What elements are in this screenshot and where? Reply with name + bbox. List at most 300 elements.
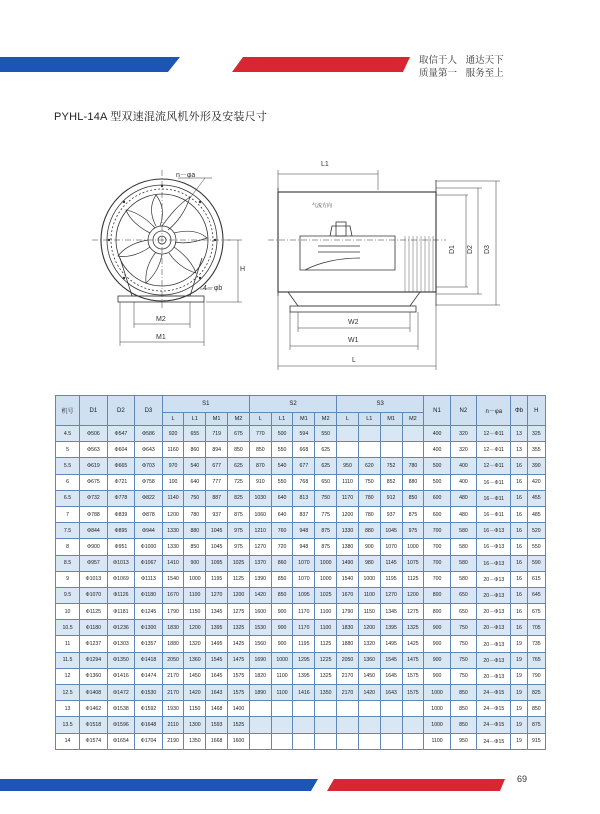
table-cell: 10 bbox=[56, 604, 80, 620]
table-cell: Φ1294 bbox=[80, 652, 108, 668]
table-cell: 850 bbox=[249, 442, 271, 458]
table-cell: 880 bbox=[402, 474, 424, 490]
table-cell: 777 bbox=[206, 474, 228, 490]
table-cell: 540 bbox=[271, 458, 293, 474]
table-cell: 750 bbox=[450, 636, 476, 652]
table-cell: 1295 bbox=[293, 652, 315, 668]
table-cell bbox=[402, 733, 424, 749]
table-row bbox=[56, 490, 546, 506]
table-cell: 1170 bbox=[337, 490, 359, 506]
table-cell: Φ900 bbox=[80, 539, 108, 555]
table-cell: 1275 bbox=[228, 604, 250, 620]
table-cell: 1820 bbox=[249, 668, 271, 684]
table-cell: 400 bbox=[450, 474, 476, 490]
table-cell: 1025 bbox=[228, 555, 250, 571]
table-cell: 615 bbox=[527, 571, 545, 587]
table-cell: 1000 bbox=[424, 685, 450, 701]
table-cell: 1690 bbox=[249, 652, 271, 668]
table-cell: 13.5 bbox=[56, 717, 80, 733]
label-l: L bbox=[352, 357, 356, 364]
table-cell: 780 bbox=[184, 506, 206, 522]
table-cell: 1070 bbox=[293, 571, 315, 587]
table-cell: 1210 bbox=[249, 523, 271, 539]
slogan-text: 服务至上 bbox=[465, 68, 504, 79]
table-cell: 2170 bbox=[337, 685, 359, 701]
label-phi-b: 4－φb bbox=[203, 285, 223, 292]
table-cell: 13 bbox=[56, 701, 80, 717]
table-cell: 1150 bbox=[358, 604, 380, 620]
table-cell: 13 bbox=[511, 426, 527, 442]
table-cell: 1670 bbox=[337, 587, 359, 603]
table-cell: Φ586 bbox=[135, 426, 163, 442]
table-row bbox=[56, 733, 546, 749]
table-cell: 400 bbox=[424, 442, 450, 458]
table-cell bbox=[402, 426, 424, 442]
table-cell: Φ895 bbox=[107, 523, 135, 539]
table-cell: 1468 bbox=[206, 701, 228, 717]
table-cell: Φ1236 bbox=[107, 620, 135, 636]
table-cell: 1545 bbox=[206, 652, 228, 668]
table-cell bbox=[380, 733, 402, 749]
table-cell: Φ703 bbox=[135, 458, 163, 474]
label-m2: M2 bbox=[156, 316, 166, 323]
label-d1: D1 bbox=[449, 245, 456, 254]
table-cell: Φ822 bbox=[135, 490, 163, 506]
table-cell: 1000 bbox=[424, 701, 450, 717]
table-row bbox=[56, 539, 546, 555]
table-cell: 1790 bbox=[337, 604, 359, 620]
table-cell: 1575 bbox=[228, 685, 250, 701]
table-cell: 16 bbox=[511, 604, 527, 620]
table-cell: 1390 bbox=[249, 571, 271, 587]
table-cell: Φ665 bbox=[107, 458, 135, 474]
table-cell: 24－Φ15 bbox=[477, 733, 511, 749]
table-row bbox=[56, 717, 546, 733]
table-cell: 970 bbox=[162, 458, 184, 474]
table-cell: 900 bbox=[358, 539, 380, 555]
table-cell: 24－Φ15 bbox=[477, 685, 511, 701]
table-cell: 668 bbox=[293, 442, 315, 458]
table-cell: 850 bbox=[450, 717, 476, 733]
table-header-row bbox=[56, 396, 546, 413]
table-cell: 580 bbox=[450, 539, 476, 555]
table-cell: 600 bbox=[424, 506, 450, 522]
table-cell: 1195 bbox=[293, 636, 315, 652]
table-cell: 1270 bbox=[380, 587, 402, 603]
table-cell: 355 bbox=[527, 442, 545, 458]
table-cell: 1325 bbox=[402, 620, 424, 636]
table-cell: 1330 bbox=[337, 523, 359, 539]
table-cell: Φ1300 bbox=[135, 620, 163, 636]
table-cell: 852 bbox=[380, 474, 402, 490]
table-cell: 640 bbox=[184, 474, 206, 490]
table-cell: 775 bbox=[315, 506, 337, 522]
table-cell: 900 bbox=[424, 668, 450, 684]
table-cell: 625 bbox=[228, 458, 250, 474]
table-cell: Φ1538 bbox=[107, 701, 135, 717]
table-cell: 1000 bbox=[271, 652, 293, 668]
table-cell: 875 bbox=[402, 506, 424, 522]
table-cell: 19 bbox=[511, 636, 527, 652]
table-cell: 750 bbox=[315, 490, 337, 506]
subheader-m2: M2 bbox=[402, 413, 424, 426]
table-cell: 485 bbox=[527, 506, 545, 522]
header-n2: N2 bbox=[450, 396, 476, 426]
table-cell: 1320 bbox=[358, 636, 380, 652]
table-cell: 590 bbox=[527, 555, 545, 571]
table-cell: 2170 bbox=[162, 668, 184, 684]
table-row bbox=[56, 701, 546, 717]
header-s1: S1 bbox=[162, 396, 249, 413]
table-cell bbox=[402, 442, 424, 458]
table-cell bbox=[337, 733, 359, 749]
table-cell: 1325 bbox=[228, 620, 250, 636]
table-cell: 16－Φ11 bbox=[477, 506, 511, 522]
label-d3: D3 bbox=[484, 245, 491, 254]
table-cell bbox=[315, 717, 337, 733]
table-cell: Φ1530 bbox=[135, 685, 163, 701]
table-cell: 2170 bbox=[337, 668, 359, 684]
table-cell: Φ675 bbox=[80, 474, 108, 490]
table-cell: Φ506 bbox=[80, 426, 108, 442]
label-w2: W2 bbox=[348, 319, 359, 326]
table-cell: 16 bbox=[511, 620, 527, 636]
table-cell: 1200 bbox=[358, 620, 380, 636]
table-cell: Φ839 bbox=[107, 506, 135, 522]
table-cell: 1830 bbox=[162, 620, 184, 636]
table-cell: 20－Φ13 bbox=[477, 620, 511, 636]
table-cell: 1170 bbox=[293, 604, 315, 620]
header-s3: S3 bbox=[337, 396, 424, 413]
table-cell: Φ643 bbox=[135, 442, 163, 458]
table-cell: 700 bbox=[424, 539, 450, 555]
table-cell: 900 bbox=[271, 620, 293, 636]
table-cell: 650 bbox=[450, 587, 476, 603]
table-cell: Φ1125 bbox=[80, 604, 108, 620]
table-cell: 500 bbox=[424, 474, 450, 490]
table-cell: 860 bbox=[271, 555, 293, 571]
table-cell: 1830 bbox=[337, 620, 359, 636]
table-cell: 860 bbox=[184, 442, 206, 458]
table-cell: 1070 bbox=[380, 539, 402, 555]
table-cell: 800 bbox=[424, 604, 450, 620]
table-cell: 625 bbox=[315, 458, 337, 474]
table-cell: 1125 bbox=[228, 571, 250, 587]
table-cell: 980 bbox=[358, 555, 380, 571]
table-cell: 915 bbox=[527, 733, 545, 749]
table-cell: 4.5 bbox=[56, 426, 80, 442]
header-n-phi-a: n－φa bbox=[477, 396, 511, 426]
table-cell: 1575 bbox=[228, 668, 250, 684]
header-h: H bbox=[527, 396, 545, 426]
table-cell: Φ1474 bbox=[135, 668, 163, 684]
table-cell: 920 bbox=[162, 426, 184, 442]
subheader-m1: M1 bbox=[206, 413, 228, 426]
table-cell: 1095 bbox=[293, 587, 315, 603]
table-cell: 1060 bbox=[249, 506, 271, 522]
table-cell bbox=[402, 717, 424, 733]
table-cell: 875 bbox=[315, 523, 337, 539]
table-cell: 894 bbox=[206, 442, 228, 458]
table-cell: 594 bbox=[293, 426, 315, 442]
table-cell: 948 bbox=[293, 523, 315, 539]
table-cell: 768 bbox=[293, 474, 315, 490]
table-body bbox=[56, 426, 546, 750]
table-cell: 752 bbox=[380, 458, 402, 474]
table-cell: Φ1472 bbox=[107, 685, 135, 701]
table-cell: Φ1303 bbox=[107, 636, 135, 652]
table-cell: 1668 bbox=[206, 733, 228, 749]
table-cell: Φ604 bbox=[107, 442, 135, 458]
table-cell: Φ732 bbox=[80, 490, 108, 506]
table-cell: 875 bbox=[228, 506, 250, 522]
table-cell: Φ1574 bbox=[80, 733, 108, 749]
table-cell: 1330 bbox=[162, 523, 184, 539]
table-cell: 910 bbox=[249, 474, 271, 490]
table-cell: 1600 bbox=[249, 604, 271, 620]
label-n-phi-a: n－φa bbox=[176, 172, 196, 179]
table-cell bbox=[315, 733, 337, 749]
table-cell: 1045 bbox=[206, 523, 228, 539]
table-cell: Φ778 bbox=[107, 490, 135, 506]
table-cell: 900 bbox=[184, 555, 206, 571]
table-cell bbox=[337, 426, 359, 442]
table-cell bbox=[358, 733, 380, 749]
table-cell: 20－Φ13 bbox=[477, 652, 511, 668]
table-cell bbox=[380, 442, 402, 458]
table-cell: 1225 bbox=[315, 652, 337, 668]
table-cell: 880 bbox=[358, 523, 380, 539]
table-cell: 2110 bbox=[162, 717, 184, 733]
table-cell: 16－Φ13 bbox=[477, 555, 511, 571]
table-cell: Φ1648 bbox=[135, 717, 163, 733]
table-cell: 900 bbox=[424, 652, 450, 668]
table-cell bbox=[271, 733, 293, 749]
label-m1: M1 bbox=[156, 334, 166, 341]
table-cell: 1395 bbox=[206, 620, 228, 636]
table-row bbox=[56, 604, 546, 620]
table-cell: 540 bbox=[184, 458, 206, 474]
subheader-l: L bbox=[249, 413, 271, 426]
dimension-table bbox=[55, 395, 546, 750]
table-cell: 1075 bbox=[402, 555, 424, 571]
table-cell: 1880 bbox=[162, 636, 184, 652]
table-cell: Φ1237 bbox=[80, 636, 108, 652]
table-cell: Φ951 bbox=[107, 539, 135, 555]
table-cell: 1420 bbox=[358, 685, 380, 701]
table-cell: 19 bbox=[511, 701, 527, 717]
table-cell: 900 bbox=[271, 604, 293, 620]
table-cell: 1475 bbox=[402, 652, 424, 668]
table-cell: 765 bbox=[527, 652, 545, 668]
table-cell: Φ1518 bbox=[80, 717, 108, 733]
table-cell: 400 bbox=[424, 426, 450, 442]
subheader-l1: L1 bbox=[271, 413, 293, 426]
table-cell: Φ1357 bbox=[135, 636, 163, 652]
label-l1: L1 bbox=[321, 161, 329, 168]
table-cell: 24－Φ15 bbox=[477, 701, 511, 717]
table-cell: 700 bbox=[424, 555, 450, 571]
table-cell: 750 bbox=[450, 668, 476, 684]
table-cell bbox=[293, 701, 315, 717]
label-h: H bbox=[240, 266, 246, 273]
subheader-m2: M2 bbox=[228, 413, 250, 426]
table-cell: 11.5 bbox=[56, 652, 80, 668]
table-cell: 580 bbox=[450, 571, 476, 587]
table-cell: 16 bbox=[511, 555, 527, 571]
table-cell: 1350 bbox=[184, 733, 206, 749]
table-cell: Φ758 bbox=[135, 474, 163, 490]
table-cell: 1575 bbox=[402, 685, 424, 701]
table-cell: 1275 bbox=[402, 604, 424, 620]
table-cell: 16 bbox=[511, 474, 527, 490]
table-row bbox=[56, 571, 546, 587]
table-cell: 1475 bbox=[228, 652, 250, 668]
table-cell: 1200 bbox=[184, 620, 206, 636]
table-cell: 837 bbox=[293, 506, 315, 522]
table-cell: 1380 bbox=[337, 539, 359, 555]
table-cell: 850 bbox=[271, 587, 293, 603]
table-cell: 1643 bbox=[206, 685, 228, 701]
subheader-l: L bbox=[162, 413, 184, 426]
table-cell: 7 bbox=[56, 506, 80, 522]
table-cell: 1320 bbox=[184, 636, 206, 652]
table-cell: 19 bbox=[511, 668, 527, 684]
table-cell: 948 bbox=[293, 539, 315, 555]
table-cell: 1000 bbox=[184, 571, 206, 587]
table-cell: Φ563 bbox=[80, 442, 108, 458]
table-row bbox=[56, 668, 546, 684]
table-cell: 1045 bbox=[380, 523, 402, 539]
table-cell: 1360 bbox=[184, 652, 206, 668]
table-cell: 550 bbox=[271, 442, 293, 458]
table-cell: 640 bbox=[271, 490, 293, 506]
table-cell: 880 bbox=[184, 523, 206, 539]
table-cell: 580 bbox=[450, 523, 476, 539]
table-cell: 1890 bbox=[249, 685, 271, 701]
table-cell: 9.5 bbox=[56, 587, 80, 603]
table-cell: 937 bbox=[380, 506, 402, 522]
table-cell: 1395 bbox=[293, 668, 315, 684]
table-cell: 700 bbox=[424, 571, 450, 587]
table-cell: 1200 bbox=[228, 587, 250, 603]
table-cell: 1416 bbox=[293, 685, 315, 701]
table-row bbox=[56, 555, 546, 571]
table-cell: 2190 bbox=[162, 733, 184, 749]
table-cell: 1350 bbox=[315, 685, 337, 701]
table-cell: 937 bbox=[206, 506, 228, 522]
table-cell: 1345 bbox=[380, 604, 402, 620]
table-cell: 800 bbox=[424, 587, 450, 603]
table-cell bbox=[337, 442, 359, 458]
table-cell: 13 bbox=[511, 442, 527, 458]
table-cell: Φ1592 bbox=[135, 701, 163, 717]
table-cell: 1070 bbox=[293, 555, 315, 571]
table-row bbox=[56, 620, 546, 636]
table-cell: 12－Φ11 bbox=[477, 442, 511, 458]
table-cell: 900 bbox=[424, 636, 450, 652]
table-cell: 1450 bbox=[358, 668, 380, 684]
label-airflow: 气流方向 bbox=[312, 203, 333, 209]
table-cell: 887 bbox=[206, 490, 228, 506]
table-cell: 16 bbox=[511, 506, 527, 522]
table-row bbox=[56, 426, 546, 442]
table-cell: Φ878 bbox=[135, 506, 163, 522]
table-cell: 1200 bbox=[337, 506, 359, 522]
table-cell: 1325 bbox=[315, 668, 337, 684]
table-cell: Φ1181 bbox=[107, 604, 135, 620]
table-cell: 100 bbox=[162, 474, 184, 490]
table-cell: Φ1070 bbox=[80, 587, 108, 603]
table-cell: 912 bbox=[380, 490, 402, 506]
table-cell: 1395 bbox=[380, 620, 402, 636]
table-cell: 735 bbox=[527, 636, 545, 652]
table-cell: 675 bbox=[527, 604, 545, 620]
table-cell: 600 bbox=[424, 490, 450, 506]
table-cell: 580 bbox=[450, 555, 476, 571]
front-view bbox=[92, 170, 242, 346]
table-cell: 1930 bbox=[162, 701, 184, 717]
header-s2: S2 bbox=[249, 396, 336, 413]
table-cell bbox=[358, 701, 380, 717]
table-cell: 16 bbox=[511, 587, 527, 603]
table-cell: Φ1069 bbox=[107, 571, 135, 587]
table-cell: 390 bbox=[527, 458, 545, 474]
table-cell: 625 bbox=[315, 442, 337, 458]
table-cell: Φ547 bbox=[107, 426, 135, 442]
table-cell: 975 bbox=[402, 523, 424, 539]
table-cell: 750 bbox=[358, 474, 380, 490]
table-cell: Φ1013 bbox=[107, 555, 135, 571]
table-cell: Φ1113 bbox=[135, 571, 163, 587]
table-cell: 850 bbox=[402, 490, 424, 506]
table-cell: 1000 bbox=[315, 571, 337, 587]
table-cell: 12 bbox=[56, 668, 80, 684]
table-cell: 1540 bbox=[337, 571, 359, 587]
table-cell: 813 bbox=[293, 490, 315, 506]
table-cell: 1000 bbox=[315, 555, 337, 571]
table-cell: 1643 bbox=[380, 685, 402, 701]
table-cell: 780 bbox=[402, 458, 424, 474]
table-cell: 750 bbox=[450, 620, 476, 636]
table-cell: 19 bbox=[511, 717, 527, 733]
table-cell: 1300 bbox=[184, 717, 206, 733]
table-cell bbox=[337, 717, 359, 733]
table-cell bbox=[293, 717, 315, 733]
table-cell: 1545 bbox=[380, 652, 402, 668]
table-cell: 8.5 bbox=[56, 555, 80, 571]
table-cell: 1420 bbox=[249, 587, 271, 603]
table-cell: 1425 bbox=[228, 636, 250, 652]
table-cell: 1880 bbox=[337, 636, 359, 652]
table-cell bbox=[380, 701, 402, 717]
table-cell: 750 bbox=[450, 652, 476, 668]
header-model: 机号 bbox=[56, 396, 80, 426]
table-cell: 1490 bbox=[337, 555, 359, 571]
table-cell bbox=[402, 701, 424, 717]
table-cell bbox=[358, 717, 380, 733]
header-d3: D3 bbox=[135, 396, 163, 426]
table-cell: 1540 bbox=[162, 571, 184, 587]
table-cell: 1195 bbox=[206, 571, 228, 587]
table-cell bbox=[249, 733, 271, 749]
table-cell: 320 bbox=[450, 442, 476, 458]
slogan-text: 取信于人 bbox=[419, 55, 458, 66]
table-cell: 645 bbox=[527, 587, 545, 603]
table-cell: 9 bbox=[56, 571, 80, 587]
table-cell: 850 bbox=[271, 571, 293, 587]
subheader-m1: M1 bbox=[380, 413, 402, 426]
